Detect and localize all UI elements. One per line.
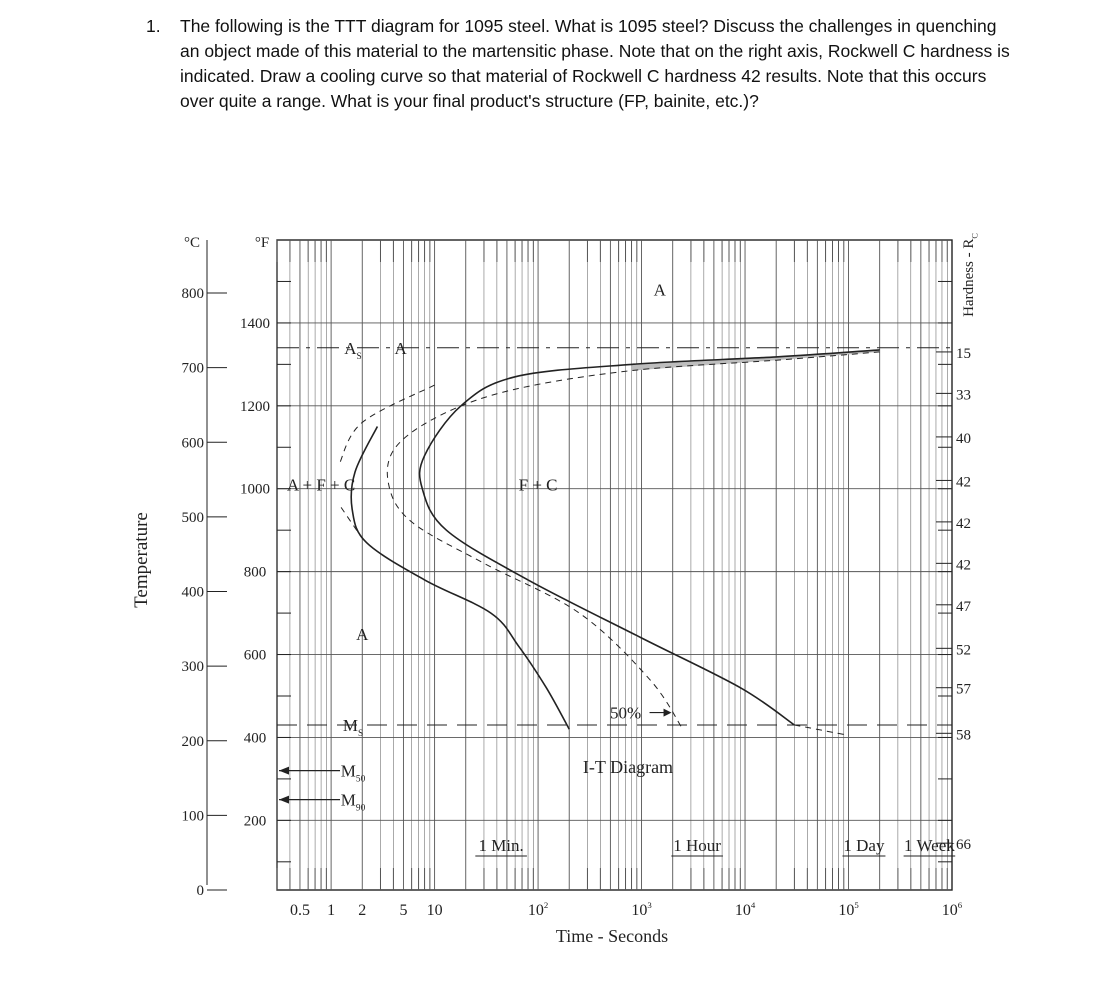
x-tick-label: $10^2$	[527, 899, 549, 919]
m90-label: $M_{90}$	[340, 790, 366, 814]
x-tick-label: 1	[327, 902, 336, 919]
as-label: $A_S$	[344, 338, 362, 362]
hardness-value: 42	[956, 515, 971, 532]
plot-frame	[277, 240, 952, 890]
celsius-tick-label: 200	[181, 733, 204, 750]
hardness-value: 66	[956, 837, 971, 854]
region-label: A	[356, 624, 369, 644]
hardness-axis-label: Hardness - $R_C$	[961, 233, 980, 317]
time-marker-label: 1 Hour	[673, 836, 721, 855]
x-tick-label: 5	[399, 902, 408, 919]
region-label: A	[394, 338, 407, 358]
fahrenheit-tick-label: 600	[243, 647, 267, 664]
region-label: F + C	[518, 475, 558, 495]
celsius-tick-label: 800	[181, 286, 204, 303]
celsius-tick-label: 700	[181, 360, 204, 377]
time-marker-label: 1 Week	[904, 836, 955, 855]
x-axis-label: Time - Seconds	[555, 926, 669, 946]
m50-label: $M_{50}$	[340, 761, 366, 785]
fahrenheit-tick-label: 1200	[240, 398, 270, 415]
y-axis-label: Temperature	[131, 512, 152, 608]
ttt-curve-6	[794, 725, 848, 735]
fahrenheit-tick-label: 800	[243, 564, 267, 581]
m50-arrow-head	[279, 767, 289, 775]
chart-marks	[277, 348, 952, 804]
question-number: 1.	[146, 16, 161, 36]
x-tick-label: 10	[426, 902, 443, 919]
fahrenheit-tick-label: 400	[243, 730, 267, 747]
fahrenheit-unit-label: °F	[254, 235, 270, 251]
hardness-value: 42	[956, 557, 971, 574]
hardness-value: 52	[956, 642, 971, 659]
celsius-tick-label: 0	[196, 883, 204, 899]
question-body: The following is the TTT diagram for 1095 steel. What is 1095 steel? Discuss the challenges in quenching an object made of this material to the martensitic phase. Note that on the right axis, Rockwell C hardness is indicated. Draw a cooling curve so that material of Rockwell C hardness 42 results. Note that this occurs over quite a range. What is your final product's structure (FP, bainite, etc.)?	[180, 16, 1010, 111]
fahrenheit-tick-label: 1400	[240, 315, 270, 332]
chart-title: I-T Diagram	[582, 757, 674, 777]
ttt-curve-4	[339, 385, 434, 464]
celsius-unit-label: °C	[183, 235, 201, 251]
region-label: A + F + C	[286, 475, 356, 495]
celsius-tick-label: 500	[181, 509, 204, 526]
x-tick-label: 2	[358, 902, 367, 919]
celsius-tick-label: 300	[181, 659, 204, 676]
ttt-curve-1	[351, 427, 569, 730]
hardness-value: 47	[956, 598, 971, 615]
fahrenheit-tick-label: 1000	[240, 481, 270, 498]
x-tick-label: $10^5$	[838, 899, 859, 919]
chart-labels	[131, 233, 980, 946]
x-tick-label: $10^6$	[941, 899, 963, 919]
chart-grid	[207, 240, 955, 890]
celsius-tick-label: 600	[181, 435, 204, 452]
m90-arrow-head	[279, 796, 289, 804]
hardness-value: 15	[956, 345, 971, 362]
x-tick-label: 0.5	[289, 902, 310, 919]
time-marker-label: 1 Day	[843, 836, 885, 855]
x-tick-label: $10^4$	[734, 899, 756, 919]
hardness-value: 33	[956, 387, 971, 404]
celsius-tick-label: 400	[181, 584, 204, 601]
hardness-value: 57	[956, 681, 971, 698]
time-marker-label: 1 Min.	[478, 836, 524, 855]
hardness-value: 40	[956, 430, 971, 447]
fahrenheit-tick-label: 200	[243, 813, 267, 830]
ms-label: $M_S$	[342, 716, 364, 740]
celsius-tick-label: 100	[181, 808, 204, 825]
fifty-percent-arrow-head	[664, 709, 672, 717]
hardness-value: 42	[956, 474, 971, 491]
region-label: 50%	[609, 703, 642, 723]
hardness-value: 58	[956, 727, 971, 744]
region-label: A	[653, 280, 666, 300]
x-tick-label: $10^3$	[631, 899, 652, 919]
